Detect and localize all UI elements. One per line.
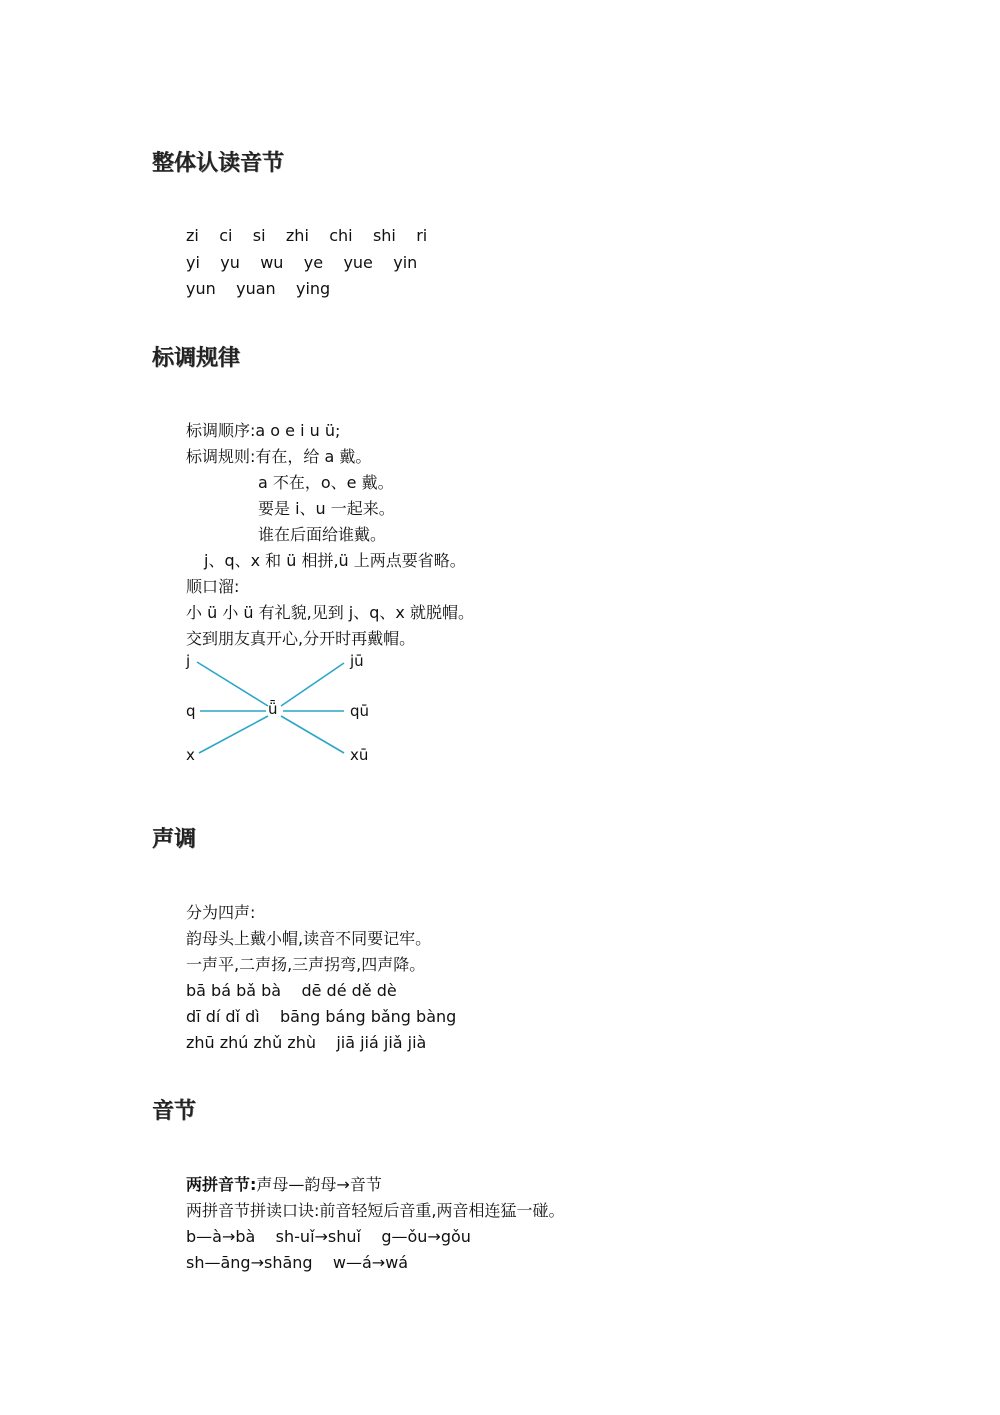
tones-rhyme-line-2: 一声平,二声扬,三声拐弯,四声降。 <box>186 955 426 974</box>
tone-rule-line-2: a 不在，o、e 戴。 <box>258 473 394 492</box>
diagram-left-x: x <box>186 746 195 764</box>
tones-example-line-1: bā bá bǎ bà dē dé dě dè <box>186 981 397 1000</box>
spelling-example-line-2: sh—āng→shāng w—á→wá <box>186 1253 409 1272</box>
jqx-rule-line: j、q、x 和 ü 相拼,ü 上两点要省略。 <box>204 551 466 570</box>
tone-rule-line-3: 要是 i、u 一起来。 <box>258 499 395 518</box>
diagram-line-ju <box>281 663 344 706</box>
rhyme-line-1: 小 ü 小 ü 有礼貌,见到 j、q、x 就脱帽。 <box>186 603 474 622</box>
diagram-center-u: ǖ <box>268 700 278 718</box>
rhyme-line-2: 交到朋友真开心,分开时再戴帽。 <box>186 629 416 648</box>
syllable-line-3: yun yuan ying <box>186 279 331 298</box>
rhyme-title-line: 顺口溜: <box>186 577 240 596</box>
diagram-right-xu: xū <box>350 746 369 764</box>
tone-rule-line: 标调规则:有在，给 a 戴。 <box>186 447 372 466</box>
diagram-right-ju: jū <box>350 652 364 670</box>
diagram-line-xu <box>281 716 344 753</box>
spelling-rhyme-line: 两拼音节拼读口诀:前音轻短后音重,两音相连猛一碰。 <box>186 1201 565 1220</box>
heading-whole-syllables: 整体认读音节 <box>152 151 285 176</box>
heading-syllables: 音节 <box>152 1099 197 1124</box>
diagram-line-j <box>197 662 268 706</box>
tones-intro-line: 分为四声: <box>186 903 256 922</box>
syllable-line-1: zi ci si zhi chi shi ri <box>186 226 428 245</box>
two-part-syllable-formula: 声母—韵母→音节 <box>256 1175 382 1194</box>
heading-tones: 声调 <box>152 827 197 852</box>
spelling-example-line-1: b—à→bà sh-uǐ→shuǐ g—ǒu→gǒu <box>186 1227 471 1246</box>
tone-order-line: 标调顺序:a o e i u ü; <box>186 421 341 440</box>
tones-example-line-2: dī dí dǐ dì bāng báng bǎng bàng <box>186 1007 457 1026</box>
syllable-line-2: yi yu wu ye yue yin <box>186 253 418 272</box>
tones-example-line-3: zhū zhú zhǔ zhù jiā jiá jiǎ jià <box>186 1033 427 1052</box>
diagram-right-qu: qū <box>350 702 370 720</box>
heading-tone-rules: 标调规律 <box>152 346 241 371</box>
diagram-line-x <box>199 716 268 753</box>
two-part-syllable-line <box>186 1175 382 1195</box>
tones-rhyme-line-1: 韵母头上戴小帽,读音不同要记牢。 <box>186 929 432 948</box>
two-part-syllable-label: 两拼音节: <box>186 1175 257 1194</box>
diagram-left-q: q <box>186 702 196 720</box>
tone-rule-line-4: 谁在后面给谁戴。 <box>258 525 387 544</box>
diagram-left-j: j <box>186 652 191 670</box>
